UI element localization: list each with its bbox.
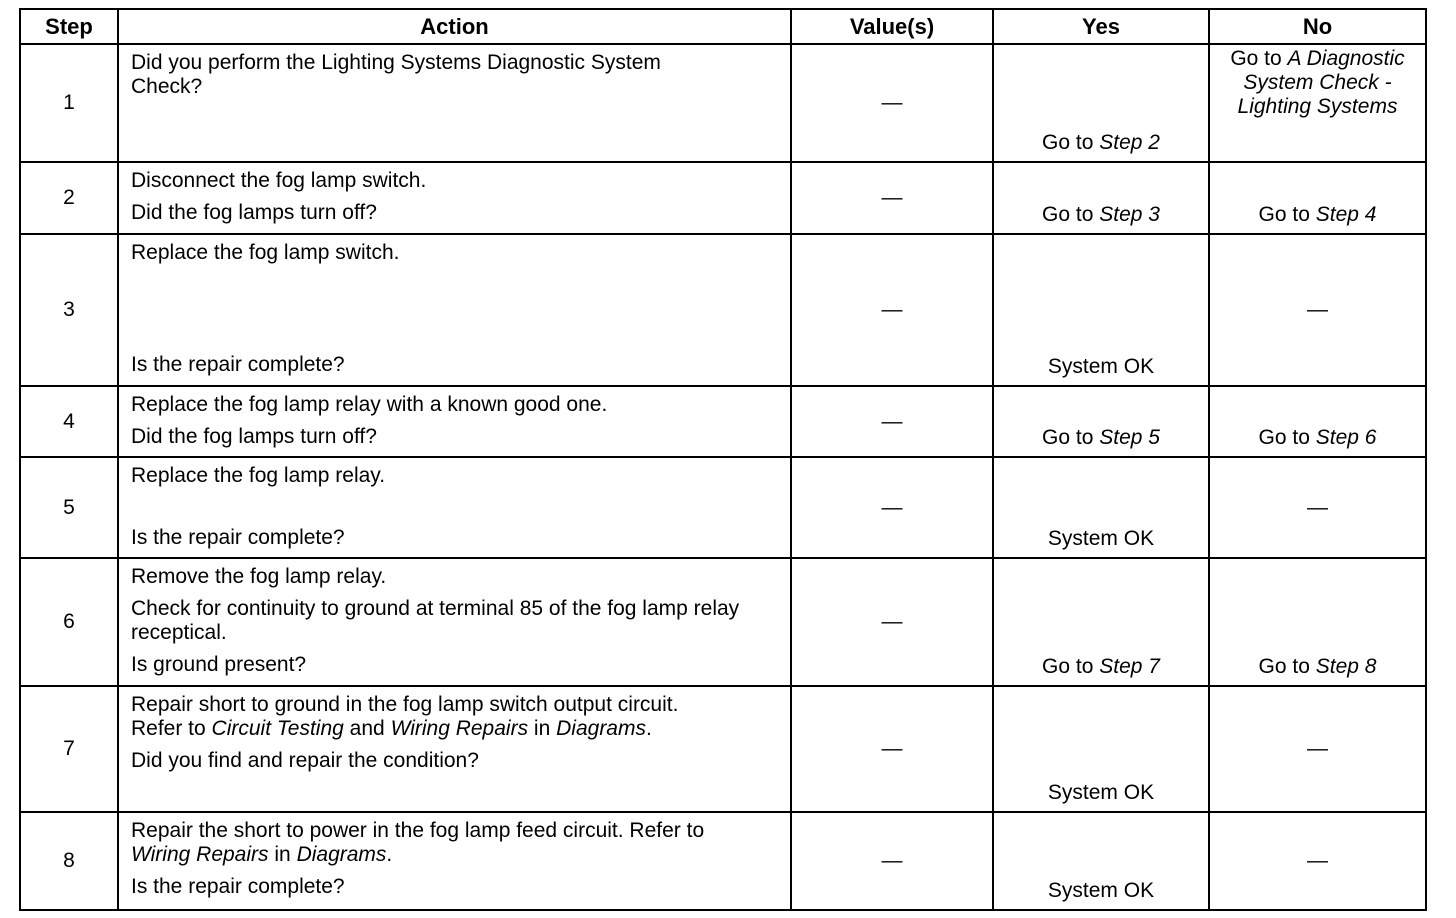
value-cell: — (791, 386, 993, 457)
no-cell: — (1209, 234, 1426, 386)
no-cell: — (1209, 457, 1426, 558)
value-cell: — (791, 162, 993, 234)
no-prefix: Go to (1258, 655, 1310, 678)
action-text-part: . (645, 717, 652, 740)
table-row (20, 44, 1426, 162)
action-text-part: Repair short to ground in the fog lamp switch output circuit. Refer to (131, 693, 679, 740)
step-number: 4 (20, 386, 118, 457)
action-question: Did the fog lamps turn off? (131, 425, 377, 448)
yes-cell: System OK (993, 812, 1209, 910)
table-row (20, 812, 1426, 910)
yes-step-link[interactable]: Step 3 (1099, 203, 1160, 226)
value-cell: — (791, 457, 993, 558)
action-text-part: in (533, 717, 551, 740)
no-step-link[interactable]: Step 8 (1315, 655, 1377, 678)
no-cell (1209, 44, 1426, 162)
value-cell: — (791, 44, 993, 162)
yes-cell (993, 386, 1209, 457)
no-link[interactable]: A Diagnostic System Check - Lighting Systems (1237, 47, 1405, 118)
no-cell (1209, 162, 1426, 234)
action-text-part: and (349, 717, 385, 740)
yes-cell: System OK (993, 457, 1209, 558)
step-number: 2 (20, 162, 118, 234)
header-yes: Yes (993, 9, 1209, 44)
action-text: Replace the fog lamp relay. (131, 464, 386, 487)
action-cell (118, 558, 791, 686)
action-question: Is the repair complete? (131, 875, 345, 898)
action-question: Is ground present? (131, 653, 307, 676)
action-text: Check for continuity to ground at terminal 85 of the fog lamp relay receptical. (131, 597, 740, 644)
no-cell (1209, 558, 1426, 686)
action-cell (118, 457, 791, 558)
yes-prefix: Go to (1042, 203, 1094, 226)
yes-step-link[interactable]: Step 5 (1099, 426, 1160, 449)
diagrams-link[interactable]: Diagrams (296, 843, 387, 866)
yes-step-link[interactable]: Step 2 (1099, 131, 1160, 154)
table-row (20, 234, 1426, 386)
diagnostic-table (19, 8, 1427, 911)
yes-cell: System OK (993, 686, 1209, 812)
value-cell: — (791, 558, 993, 686)
table-row (20, 686, 1426, 812)
action-text: Replace the fog lamp switch. (131, 241, 400, 264)
no-cell: — (1209, 686, 1426, 812)
yes-cell (993, 558, 1209, 686)
step-number: 8 (20, 812, 118, 910)
wiring-repairs-link[interactable]: Wiring Repairs (131, 843, 269, 866)
header-values: Value(s) (791, 9, 993, 44)
header-step: Step (20, 9, 118, 44)
step-number: 6 (20, 558, 118, 686)
action-question: Did you find and repair the condition? (131, 749, 479, 772)
action-cell (118, 812, 791, 910)
action-text (131, 819, 731, 867)
action-text: Replace the fog lamp relay with a known good one. (131, 393, 608, 416)
no-step-link[interactable]: Step 6 (1315, 426, 1377, 449)
action-text (131, 693, 731, 741)
action-cell (118, 44, 791, 162)
no-step-link[interactable]: Step 4 (1315, 203, 1377, 226)
action-cell (118, 386, 791, 457)
action-text-part: Repair the short to power in the fog lamp feed circuit. Refer to (131, 819, 705, 842)
no-cell: — (1209, 812, 1426, 910)
yes-cell: System OK (993, 234, 1209, 386)
no-cell (1209, 386, 1426, 457)
step-number: 1 (20, 44, 118, 162)
action-cell (118, 162, 791, 234)
step-number: 5 (20, 457, 118, 558)
table-row (20, 558, 1426, 686)
no-prefix: Go to (1258, 426, 1310, 449)
action-text-part: . (386, 843, 393, 866)
step-number: 7 (20, 686, 118, 812)
no-prefix: Go to (1258, 203, 1310, 226)
action-cell (118, 234, 791, 386)
action-question: Is the repair complete? (131, 353, 345, 376)
header-row (20, 9, 1426, 44)
value-cell: — (791, 812, 993, 910)
yes-prefix: Go to (1042, 426, 1094, 449)
wiring-repairs-link[interactable]: Wiring Repairs (390, 717, 529, 740)
header-no: No (1209, 9, 1426, 44)
value-cell: — (791, 686, 993, 812)
circuit-testing-link[interactable]: Circuit Testing (211, 717, 344, 740)
step-number: 3 (20, 234, 118, 386)
header-action: Action (118, 9, 791, 44)
action-text: Did you perform the Lighting Systems Diagnostic System Check? (131, 51, 661, 98)
action-cell (118, 686, 791, 812)
action-question: Is the repair complete? (131, 526, 345, 549)
action-question: Did the fog lamps turn off? (131, 201, 377, 224)
yes-cell (993, 162, 1209, 234)
table-row (20, 386, 1426, 457)
yes-cell (993, 44, 1209, 162)
yes-prefix: Go to (1042, 131, 1094, 154)
yes-step-link[interactable]: Step 7 (1099, 655, 1160, 678)
value-cell: — (791, 234, 993, 386)
action-text-part: in (274, 843, 291, 866)
action-text: Disconnect the fog lamp switch. (131, 169, 427, 192)
action-text: Remove the fog lamp relay. (131, 565, 387, 588)
table-row (20, 457, 1426, 558)
table-row (20, 162, 1426, 234)
yes-prefix: Go to (1042, 655, 1094, 678)
no-prefix: Go to (1230, 47, 1282, 70)
diagrams-link[interactable]: Diagrams (556, 717, 646, 740)
